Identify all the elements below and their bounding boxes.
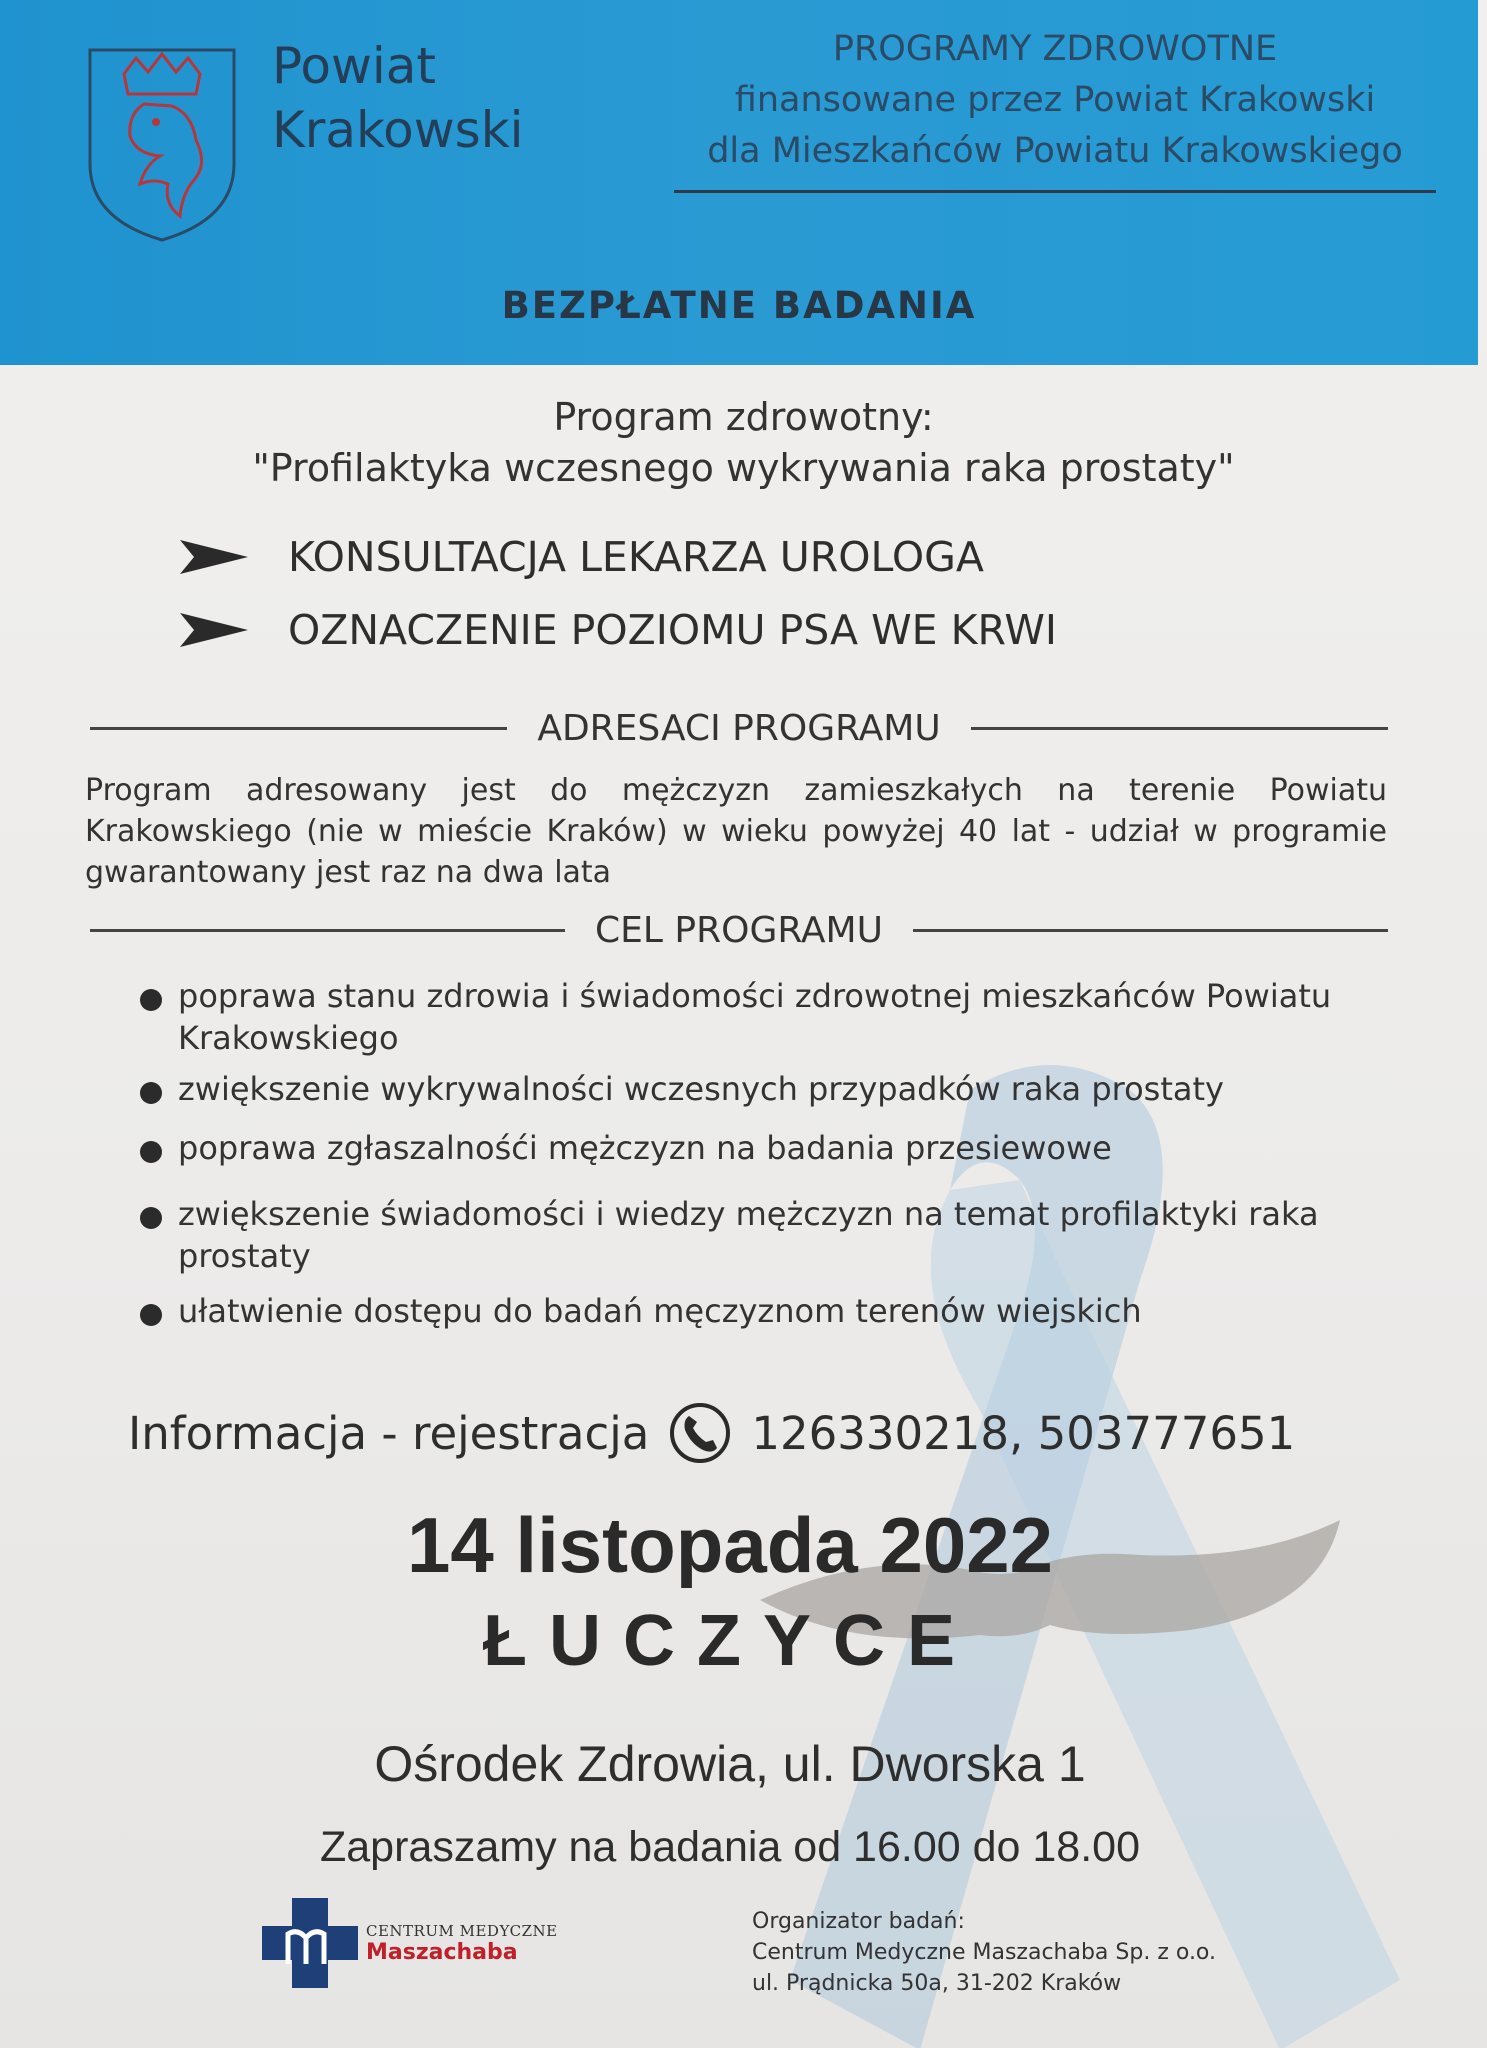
goal-text: zwiększenie wykrywalności wczesnych przypadków raka prostaty [178,1070,1224,1108]
event-hours: Zapraszamy na badania od 16.00 do 18.00 [320,1823,1140,1871]
goal-text: poprawa stanu zdrowia i świadomości zdrowotnej mieszkańców Powiatu Krakowskiego [178,977,1332,1057]
audience-heading-text: ADRESACI PROGRAMU [537,708,941,749]
bullet-icon [140,1304,162,1326]
event-date: 14 listopada 2022 [406,1501,1053,1589]
event-place: ŁUCZYCE [483,1601,977,1681]
medical-center-logo-text [366,1922,558,1965]
organizer-label: Organizator badań: [752,1909,965,1934]
logo-line2: Maszachaba [366,1940,518,1965]
service-item [180,527,984,587]
service-label: OZNACZENIE POZIOMU PSA WE KRWI [288,606,1057,654]
service-item [180,600,1057,660]
organizer-info [752,1906,1216,1999]
bullet-icon [140,1082,162,1104]
free-tests-title: BEZPŁATNE BADANIA [501,284,977,327]
bullet-icon [140,1141,162,1163]
audience-heading [90,708,1388,749]
contact-phones: 126330218, 503777651 [751,1406,1296,1460]
organizer-name: Centrum Medyczne Maszachaba Sp. z o.o. [752,1940,1216,1965]
goals-heading-text: CEL PROGRAMU [595,910,883,951]
medical-center-logo-icon [262,1898,358,1988]
header-divider [674,190,1436,193]
programs-funding: finansowane przez Powiat Krakowski [734,80,1376,120]
logo-line1: CENTRUM MEDYCZNE [366,1922,558,1940]
county-name-line1: Powiat [272,37,436,95]
goal-text: poprawa zgłaszalnośći mężczyzn na badania przesiewowe [178,1129,1112,1167]
goals-heading [90,910,1388,951]
bullet-icon [140,989,162,1011]
contact-label: Informacja - rejestracja [128,1406,650,1460]
phone-icon [669,1402,731,1464]
programs-recipients: dla Mieszkańców Powiatu Krakowskiego [707,131,1403,171]
county-crest-icon [84,44,240,244]
goal-text: zwiększenie świadomości i wiedzy mężczyzn na temat profilaktyki raka prostaty [178,1195,1319,1275]
program-label: Program zdrowotny: [553,395,934,439]
divider [90,727,507,730]
bullet-icon [140,1207,162,1229]
program-name: "Profilaktyka wczesnego wykrywania raka prostaty" [252,446,1235,490]
audience-text: Program adresowany jest do mężczyzn zamieszkałych na terenie Powiatu Krakowskiego (nie w mieście Kraków) w wieku powyżej 40 lat - udział w programie gwarantowany jest raz na dwa lata [85,773,1387,890]
organizer-address: ul. Prądnicka 50a, 31-202 Kraków [752,1971,1122,1996]
programs-heading [640,24,1470,177]
county-name [272,34,524,162]
arrow-icon [180,540,248,574]
county-name-line2: Krakowski [272,101,524,159]
event-address: Ośrodek Zdrowia, ul. Dworska 1 [374,1736,1086,1792]
programs-title: PROGRAMY ZDROWOTNE [832,29,1278,69]
arrow-icon [180,613,248,647]
divider [971,727,1388,730]
divider [90,929,565,932]
contact-line [128,1398,1295,1468]
service-label: KONSULTACJA LEKARZA UROLOGA [288,533,984,581]
header-band [0,0,1478,365]
divider [913,929,1388,932]
goal-text: ułatwienie dostępu do badań męczyznom terenów wiejskich [178,1292,1142,1330]
